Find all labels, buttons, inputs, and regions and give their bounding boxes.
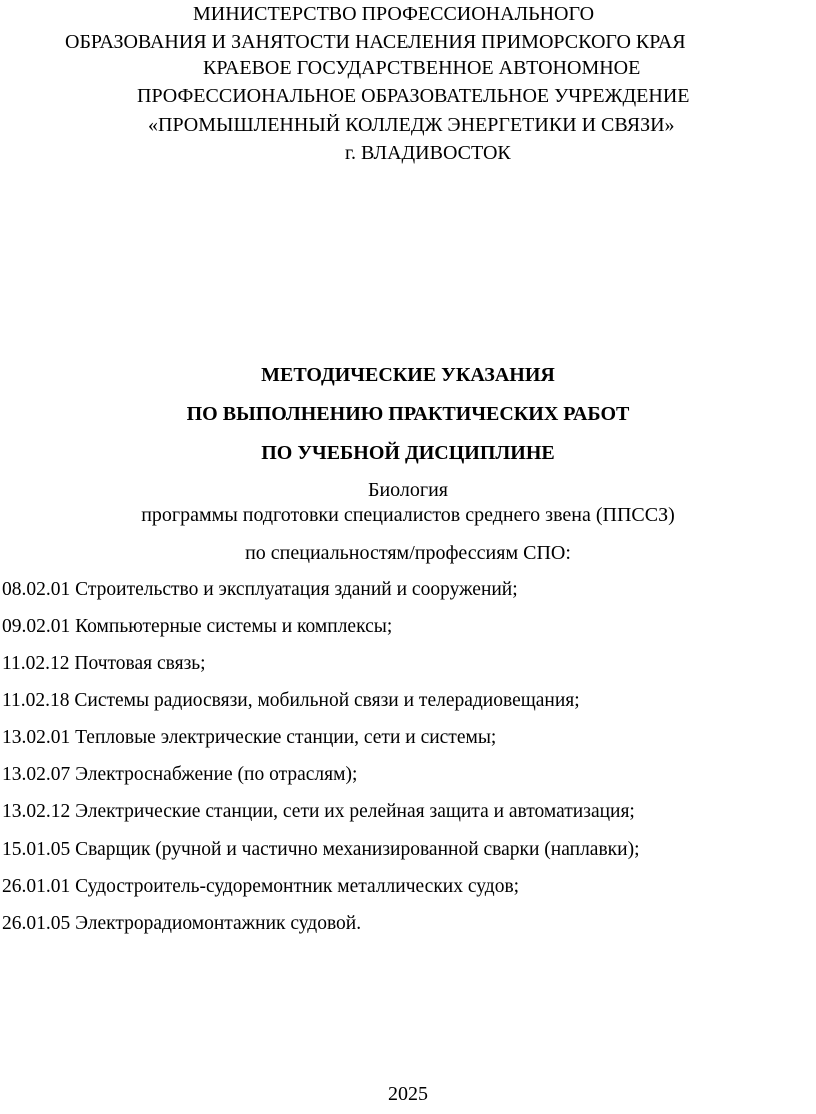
publication-year: 2025 — [388, 1083, 428, 1105]
header-line-2: ОБРАЗОВАНИЯ И ЗАНЯТОСТИ НАСЕЛЕНИЯ ПРИМОРСКОГО КРАЯ — [65, 31, 686, 53]
specialty-item: 09.02.01 Компьютерные системы и комплексы; — [2, 616, 393, 637]
header-city: г. ВЛАДИВОСТОК — [345, 142, 511, 164]
header-line-3: КРАЕВОЕ ГОСУДАРСТВЕННОЕ АВТОНОМНОЕ — [203, 57, 641, 79]
specialty-item: 11.02.12 Почтовая связь; — [2, 653, 206, 674]
header-line-5: «ПРОМЫШЛЕННЫЙ КОЛЛЕДЖ ЭНЕРГЕТИКИ И СВЯЗИ» — [148, 114, 675, 136]
specialty-item: 26.01.01 Судостроитель-судоремонтник металлических судов; — [2, 876, 520, 897]
program-name: программы подготовки специалистов среднего звена (ППССЗ) — [141, 504, 675, 526]
header-line-4: ПРОФЕССИОНАЛЬНОЕ ОБРАЗОВАТЕЛЬНОЕ УЧРЕЖДЕНИЕ — [137, 85, 690, 107]
specialty-item: 08.02.01 Строительство и эксплуатация зданий и сооружений; — [2, 579, 518, 600]
specialty-item: 13.02.01 Тепловые электрические станции, сети и системы; — [2, 727, 497, 748]
specialty-item: 26.01.05 Электрорадиомонтажник судовой. — [2, 913, 362, 934]
specialties-heading: по специальностям/профессиям СПО: — [245, 542, 571, 564]
title-line-2: ПО ВЫПОЛНЕНИЮ ПРАКТИЧЕСКИХ РАБОТ — [186, 403, 630, 425]
discipline-name: Биология — [367, 479, 448, 501]
specialty-item: 15.01.05 Сварщик (ручной и частично механизированной сварки (наплавки); — [2, 839, 640, 860]
specialty-item: 13.02.12 Электрические станции, сети их релейная защита и автоматизация; — [2, 801, 635, 822]
specialty-item: 11.02.18 Системы радиосвязи, мобильной связи и телерадиовещания; — [2, 690, 580, 711]
title-line-1: МЕТОДИЧЕСКИЕ УКАЗАНИЯ — [261, 364, 555, 386]
specialty-item: 13.02.07 Электроснабжение (по отраслям); — [2, 764, 358, 785]
header-line-1: МИНИСТЕРСТВО ПРОФЕССИОНАЛЬНОГО — [193, 3, 595, 25]
title-line-3: ПО УЧЕБНОЙ ДИСЦИПЛИНЕ — [261, 442, 555, 464]
